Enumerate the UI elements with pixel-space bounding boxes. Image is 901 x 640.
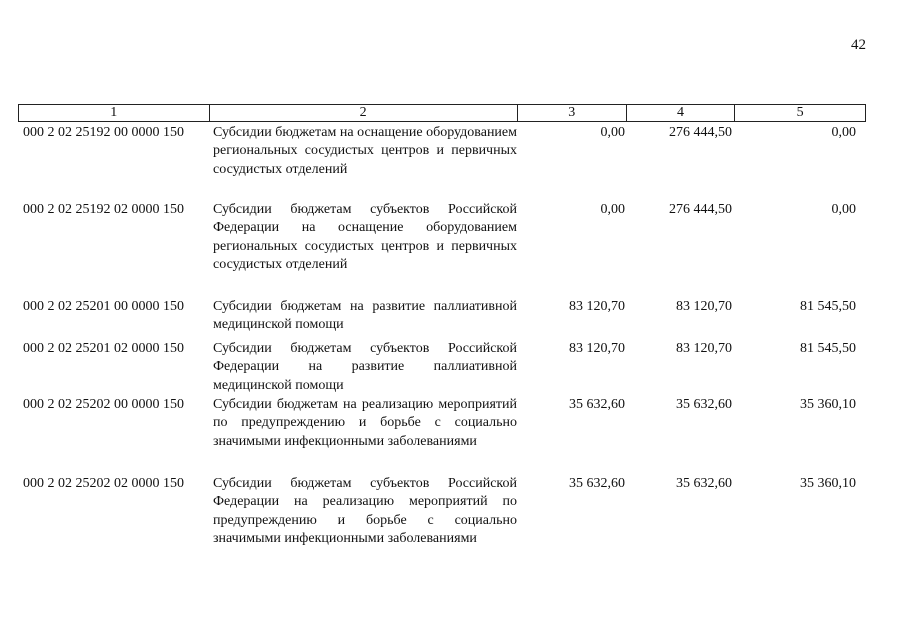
row-value-col3: 35 632,60 <box>569 397 625 412</box>
header-cell-5: 5 <box>796 105 804 120</box>
row-code: 000 2 02 25201 00 0000 150 <box>23 299 184 314</box>
header-cell-4: 4 <box>627 105 736 121</box>
row-value-col5: 0,00 <box>831 202 856 217</box>
row-value-col5: 81 545,50 <box>800 341 856 356</box>
header-cell-3: 3 <box>518 105 627 121</box>
row-value-col4: 276 444,50 <box>669 202 732 217</box>
row-value-col4: 83 120,70 <box>676 341 732 356</box>
row-description: Субсидии бюджетам на оснащение оборудованием региональных сосудистых центров и первичных сосудистых отделений <box>213 125 517 177</box>
header-cell-2: 2 <box>210 105 518 121</box>
row-value-col3: 0,00 <box>600 202 625 217</box>
row-value-col3: 0,00 <box>600 125 625 140</box>
row-code: 000 2 02 25192 02 0000 150 <box>23 202 184 217</box>
row-description: Субсидии бюджетам субъектов Российской Федерации на развитие паллиативной медицинской помощи <box>213 341 517 393</box>
row-value-col4: 83 120,70 <box>676 299 732 314</box>
row-value-col3: 35 632,60 <box>569 476 625 491</box>
row-description: Субсидии бюджетам на реализацию мероприятий по предупреждению и борьбе с социально значимыми инфекционными заболеваниями <box>213 397 517 449</box>
row-value-col4: 276 444,50 <box>669 125 732 140</box>
row-description: Субсидии бюджетам субъектов Российской Федерации на оснащение оборудованием региональных сосудистых центров и первичных сосудистых отделений <box>213 202 517 272</box>
table-row <box>18 340 866 396</box>
table-row <box>18 298 866 340</box>
row-code: 000 2 02 25201 02 0000 150 <box>23 341 184 356</box>
row-value-col3: 83 120,70 <box>569 299 625 314</box>
row-value-col3: 83 120,70 <box>569 341 625 356</box>
table-row <box>18 201 866 298</box>
row-code: 000 2 02 25192 00 0000 150 <box>23 125 184 140</box>
table-row <box>18 124 866 201</box>
row-value-col5: 35 360,10 <box>800 476 856 491</box>
row-value-col5: 0,00 <box>831 125 856 140</box>
header-cell-1: 1 <box>19 105 210 121</box>
row-value-col5: 35 360,10 <box>800 397 856 412</box>
table-header-row <box>18 104 866 122</box>
table-row <box>18 475 866 551</box>
row-code: 000 2 02 25202 00 0000 150 <box>23 397 184 412</box>
row-code: 000 2 02 25202 02 0000 150 <box>23 476 184 491</box>
table-row <box>18 396 866 475</box>
row-description: Субсидии бюджетам субъектов Российской Федерации на реализацию мероприятий по предупреждению и борьбе с социально значимыми инфекционными заболеваниями <box>213 476 517 546</box>
row-value-col4: 35 632,60 <box>676 397 732 412</box>
row-value-col4: 35 632,60 <box>676 476 732 491</box>
page-number: 42 <box>851 37 866 53</box>
row-description: Субсидии бюджетам на развитие паллиативной медицинской помощи <box>213 299 517 333</box>
row-value-col5: 81 545,50 <box>800 299 856 314</box>
budget-table <box>18 104 866 551</box>
